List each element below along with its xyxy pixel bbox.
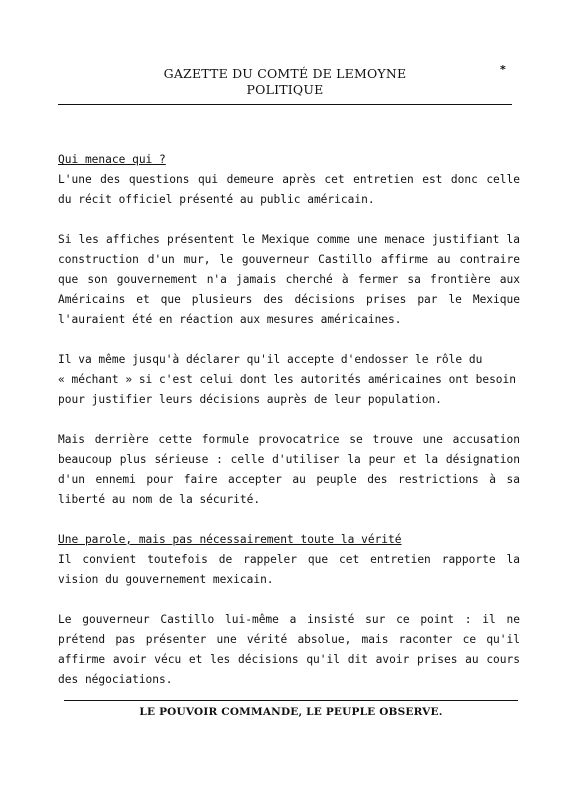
paragraph-6: Le gouverneur Castillo lui-même a insisté sur ce point : il ne prétend pas présenter une vérité absolue, mais raconter ce qu'il affirme avoir vécu et les décisions qu'il dit avoir prises au cours des négociations. [58,613,520,686]
paragraph-4: Mais derrière cette formule provocatrice se trouve une accusation beaucoup plus sérieuse : celle d'utiliser la peur et la désignation d'un ennemi pour faire accepter au peuple des restrictions à sa liberté au nom de la sécurité. [58,433,520,506]
newspaper-title: GAZETTE DU COMTÉ DE LEMOYNE [163,66,407,81]
paragraph-5: Il convient toutefois de rappeler que cet entretien rapporte la vision du gouvernement mexicain. [58,553,520,586]
paragraph-3 [58,350,520,410]
article-body [58,150,520,710]
footer-divider [64,700,518,701]
paragraph-2: Si les affiches présentent le Mexique comme une menace justifiant la construction d'un mur, le gouverneur Castillo affirme au contraire que son gouvernement n'a jamais cherché à fermer sa frontière aux Américains et que plusieurs des décisions prises par le Mexique l'auraient été en réaction aux mesures américaines. [58,233,520,326]
page-header [58,66,512,98]
asterisk-mark: * [500,63,506,76]
section-heading-2: Une parole, mais pas nécessairement toute la vérité [58,533,402,546]
paragraph-3-rest: « méchant » si c'est celui dont les autorités américaines ont besoin pour justifier leurs décisions auprès de leur population. [58,373,517,406]
paragraph-1: L'une des questions qui demeure après cet entretien est donc celle du récit officiel présenté au public américain. [58,173,520,206]
paragraph-3-line-1: Il va même jusqu'à déclarer qu'il accepte d'endosser le rôle du [58,353,483,366]
section-title: POLITIQUE [246,82,324,97]
footer-slogan: LE POUVOIR COMMANDE, LE PEUPLE OBSERVE. [139,706,443,718]
header-divider [58,104,512,105]
section-heading-1: Qui menace qui ? [58,153,166,166]
